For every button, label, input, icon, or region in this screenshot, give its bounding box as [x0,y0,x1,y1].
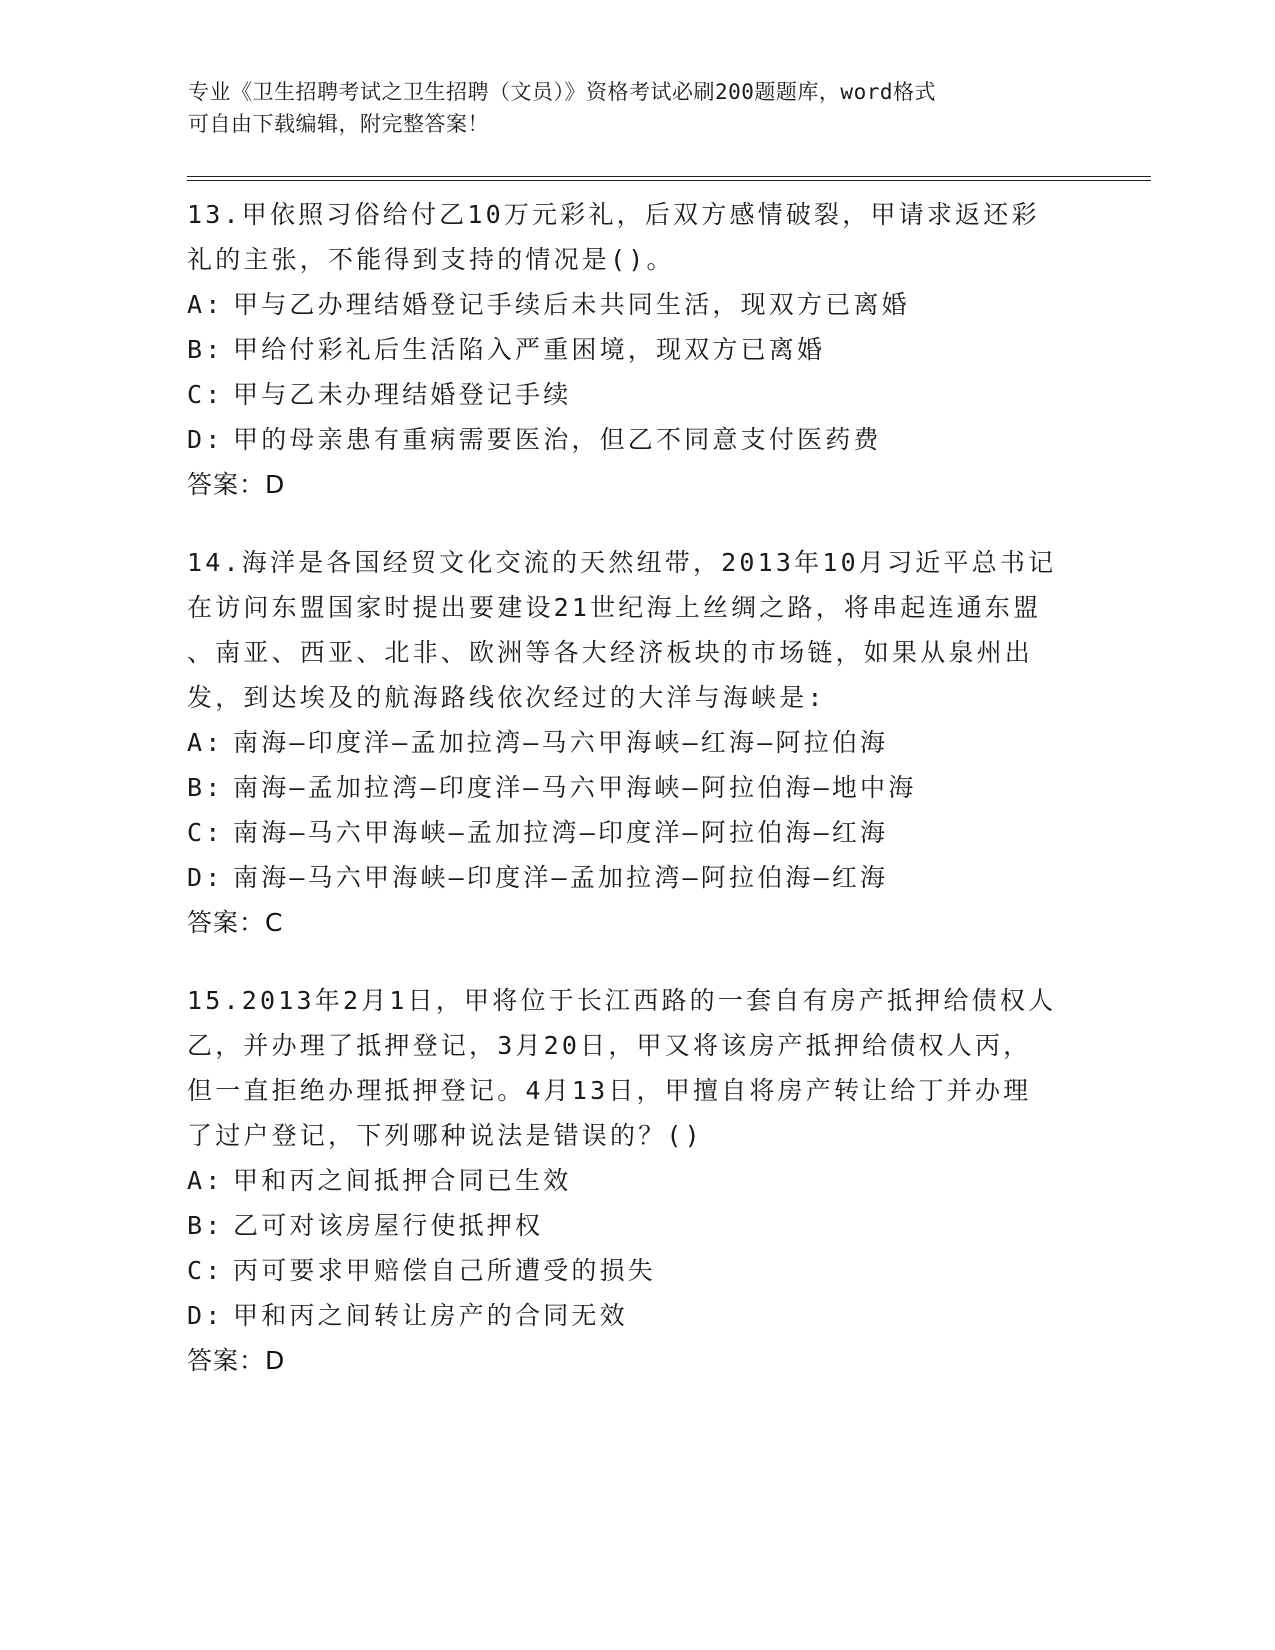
option-letter: A: [187,728,224,757]
header-line-2: 可自由下载编辑，附完整答案！ [188,112,489,136]
question-stem-line: 13.甲依照习俗给付乙10万元彩礼，后双方感情破裂，甲请求返还彩 [187,200,1040,229]
answer-line: 答案：D [187,470,286,499]
answer-line: 答案：C [187,908,284,937]
option-a [187,282,1087,327]
option-text: 南海—印度洋—孟加拉湾—马六甲海峡—红海—阿拉伯海 [233,728,889,757]
option-text: 南海—孟加拉湾—印度洋—马六甲海峡—阿拉伯海—地中海 [233,773,917,802]
answer-line: 答案：D [187,1346,286,1375]
question-list [187,192,1087,1416]
option-letter: B: [187,773,224,802]
question-stem-line: 乙，并办理了抵押登记，3月20日，甲又将该房产抵押给债权人丙， [187,1031,1032,1060]
option-a [187,1158,1087,1203]
question-stem-line: 但一直拒绝办理抵押登记。4月13日，甲擅自将房产转让给丁并办理 [187,1076,1032,1105]
document-header [188,76,1068,140]
option-b [187,327,1087,372]
header-line-1: 专业《卫生招聘考试之卫生招聘（文员）》资格考试必刷200题题库，word格式 [188,80,936,104]
option-text: 南海—马六甲海峡—印度洋—孟加拉湾—阿拉伯海—红海 [233,863,889,892]
question-stem-line: 、南亚、西亚、北非、欧洲等各大经济板块的市场链，如果从泉州出 [187,638,1034,667]
header-divider [187,176,1151,181]
option-letter: D: [187,425,224,454]
option-d [187,1293,1087,1338]
option-text: 甲和丙之间转让房产的合同无效 [233,1301,628,1330]
option-b [187,1203,1087,1248]
option-c [187,372,1087,417]
question-15 [187,978,1087,1383]
question-13 [187,192,1087,507]
option-letter: D: [187,1301,224,1330]
option-letter: D: [187,863,224,892]
option-b [187,765,1087,810]
question-stem-line: 15.2013年2月1日，甲将位于长江西路的一套自有房产抵押给债权人 [187,986,1057,1015]
option-text: 甲与乙未办理结婚登记手续 [233,380,572,409]
question-stem-line: 礼的主张，不能得到支持的情况是()。 [187,245,675,274]
option-a [187,720,1087,765]
option-text: 甲与乙办理结婚登记手续后未共同生活，现双方已离婚 [233,290,910,319]
option-text: 甲给付彩礼后生活陷入严重困境，现双方已离婚 [233,335,826,364]
option-d [187,417,1087,462]
question-stem-line: 14.海洋是各国经贸文化交流的天然纽带，2013年10月习近平总书记 [187,548,1057,577]
option-letter: C: [187,380,224,409]
option-letter: B: [187,1211,224,1240]
option-text: 丙可要求甲赔偿自己所遭受的损失 [233,1256,657,1285]
option-letter: B: [187,335,224,364]
option-text: 南海—马六甲海峡—孟加拉湾—印度洋—阿拉伯海—红海 [233,818,889,847]
option-text: 乙可对该房屋行使抵押权 [233,1211,544,1240]
question-stem-line: 发，到达埃及的航海路线依次经过的大洋与海峡是: [187,683,826,712]
option-letter: A: [187,290,224,319]
question-stem-line: 了过户登记，下列哪种说法是错误的？() [187,1121,703,1150]
option-letter: A: [187,1166,224,1195]
option-letter: C: [187,818,224,847]
option-c [187,1248,1087,1293]
question-stem-line: 在访问东盟国家时提出要建设21世纪海上丝绸之路，将串起连通东盟 [187,593,1042,622]
option-text: 甲和丙之间抵押合同已生效 [233,1166,572,1195]
option-letter: C: [187,1256,224,1285]
option-text: 甲的母亲患有重病需要医治，但乙不同意支付医药费 [233,425,882,454]
option-c [187,810,1087,855]
option-d [187,855,1087,900]
question-14 [187,540,1087,945]
